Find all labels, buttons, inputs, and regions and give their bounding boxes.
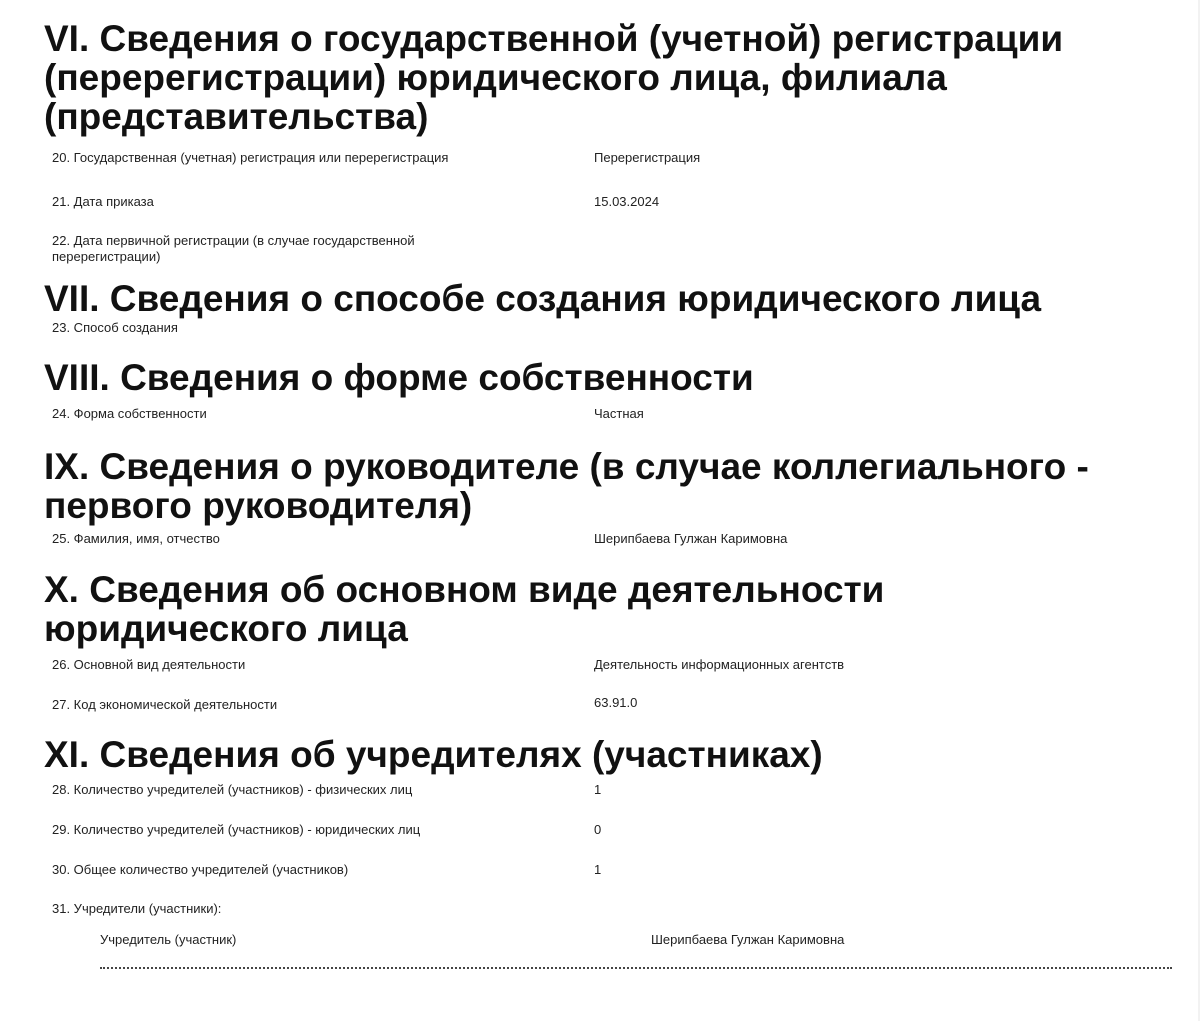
section-xi-title: XI. Сведения об учредителях (участниках): [44, 734, 823, 775]
field-22-label-line-1: 22. Дата первичной регистрации (в случае государственной: [52, 233, 415, 248]
founder-label: Учредитель (участник): [100, 932, 237, 947]
field-22-label-line-2: перерегистрации): [52, 249, 161, 264]
field-26-label: 26. Основной вид деятельности: [52, 657, 246, 672]
field-24-value: Частная: [594, 406, 644, 421]
field-24-label: 24. Форма собственности: [52, 406, 207, 421]
field-28-value: 1: [594, 782, 602, 797]
field-25-label: 25. Фамилия, имя, отчество: [52, 531, 220, 546]
field-29-label: 29. Количество учредителей (участников) - юридических лиц: [52, 822, 421, 837]
field-29-value: 0: [594, 822, 602, 837]
founder-value: Шерипбаева Гулжан Каримовна: [651, 932, 845, 947]
field-30-value: 1: [594, 862, 602, 877]
section-vii-title: VII. Сведения о способе создания юридического лица: [44, 278, 1042, 319]
field-31-label: 31. Учредители (участники):: [52, 901, 222, 916]
section-viii-title: VIII. Сведения о форме собственности: [44, 357, 754, 398]
field-30-label: 30. Общее количество учредителей (участников): [52, 862, 349, 877]
field-23-label: 23. Способ создания: [52, 320, 178, 335]
section-ix-title-line-1: IX. Сведения о руководителе (в случае коллегиального -: [44, 446, 1089, 487]
field-20-label: 20. Государственная (учетная) регистрация или перерегистрация: [52, 150, 449, 165]
founder-separator-line: [100, 967, 1172, 969]
section-x-title-line-2: юридического лица: [44, 608, 408, 649]
field-21-label: 21. Дата приказа: [52, 194, 154, 209]
field-26-value: Деятельность информационных агентств: [594, 657, 845, 672]
field-27-label: 27. Код экономической деятельности: [52, 697, 278, 712]
field-27-value: 63.91.0: [594, 695, 638, 710]
field-21-value: 15.03.2024: [594, 194, 660, 209]
section-vi-title-line-1: VI. Сведения о государственной (учетной) регистрации: [44, 18, 1064, 59]
section-ix-title-line-2: первого руководителя): [44, 485, 473, 526]
field-28-label: 28. Количество учредителей (участников) - физических лиц: [52, 782, 413, 797]
field-20-value: Перерегистрация: [594, 150, 701, 165]
section-vi-title-line-2: (перерегистрации) юридического лица, филиала: [44, 57, 947, 98]
section-vi-title-line-3: (представительства): [44, 96, 429, 137]
section-x-title-line-1: X. Сведения об основном виде деятельности: [44, 569, 885, 610]
field-25-value: Шерипбаева Гулжан Каримовна: [594, 531, 788, 546]
